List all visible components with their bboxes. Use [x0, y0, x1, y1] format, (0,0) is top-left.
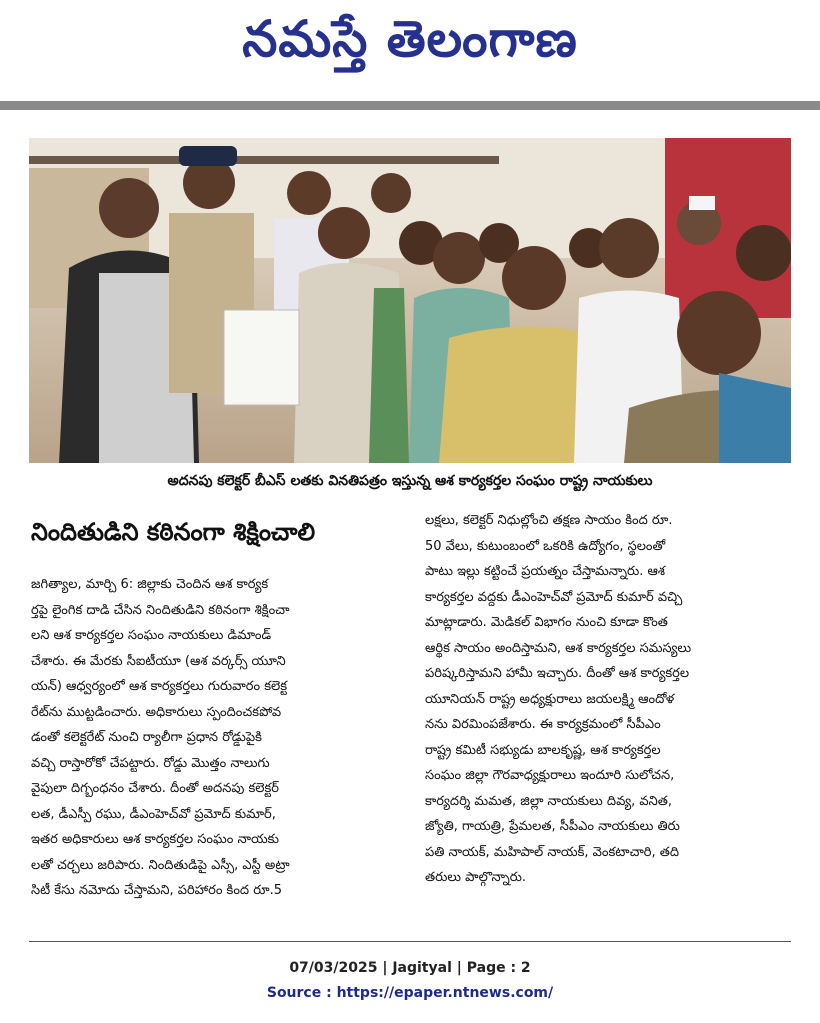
article-line: లత, డీఎస్పీ రఘు, డీఎంహెచ్‌వో ప్రమోద్ కుమార్, — [31, 806, 276, 822]
article-line: పరిష్కరిస్తామని హామీ ఇచ్చారు. దీంతో ఆశ కార్యకర్తల — [425, 666, 690, 681]
article-line: ఇతర అధికారులు ఆశ కార్యకర్తల సంఘం నాయకు — [31, 832, 279, 847]
article-line: సంఘం జిల్లా గౌరవాధ్యక్షురాలు ఇందూరి సులోచన, — [425, 768, 675, 783]
article-line: యూనియన్ రాష్ట్ర అధ్యక్షురాలు జయలక్ష్మి ఆందోళ — [425, 691, 675, 707]
article-line: యన్) ఆధ్వర్యంలో ఆశ కార్యకర్తలు గురువారం కలెక్ట — [31, 679, 288, 694]
article-line: జగిత్యాల, మార్చి 6: జిల్లాకు చెందిన ఆశ కార్యక — [31, 577, 269, 592]
article-line: ఆర్థిక సాయం అందిస్తామని, ఆశ కార్యకర్తల సమస్యలు — [425, 640, 692, 656]
article-line: కార్యకర్తల వద్దకు డీఎంహెచ్‌వో ప్రమోద్ కుమార్ వచ్చి — [425, 589, 683, 605]
article-line: వచ్చి రాస్తారోకో చేపట్టారు. రోడ్డు మొత్తం నాలుగు — [31, 755, 270, 771]
source-link[interactable]: Source : https://epaper.ntnews.com/ — [266, 985, 554, 1001]
article-column-left — [31, 572, 401, 904]
article-line: తరులు పాల్గొన్నారు. — [425, 870, 527, 885]
article-line: కార్యదర్శి మమత, జిల్లా నాయకులు దివ్య, వనిత, — [425, 793, 673, 809]
article-line: జ్యోతి, గాయత్రి, ప్రేమలత, సీపీఎం నాయకులు తిరు — [425, 819, 680, 834]
article-line: సిటీ కేసు నమోదు చేస్తామని, పరిహారం కింద రూ.5 — [31, 883, 283, 898]
article-line: చేశారు. ఈ మేరకు సీఐటీయూ (ఆశ వర్కర్స్ యూని — [31, 653, 286, 669]
article-line: ర్తపై లైంగిక దాడి చేసిన నిందితుడిని కఠినంగా శిక్షించా — [31, 602, 290, 618]
newspaper-logo: నమస్తే తెలంగాణ — [242, 9, 578, 68]
footer-divider — [29, 941, 791, 942]
article-line: మాట్లాడారు. మెడికల్ విభాగం నుంచి కూడా కొంత — [425, 615, 668, 630]
article-line: రాష్ట్ర కమిటీ సభ్యుడు బాలకృష్ణ, ఆశ కార్యకర్తల — [425, 742, 661, 758]
article-line: లని ఆశ కార్యకర్తల సంఘం నాయకులు డిమాండ్ — [31, 628, 272, 643]
article-line: డంతో కలెక్టరేట్ నుంచి ర్యాలీగా ప్రధాన రోడ్డుపైకి — [31, 730, 262, 745]
article-line: లతో చర్చలు జరిపారు. నిందితుడిపై ఎస్సీ, ఎస్టీ అట్రా — [31, 857, 290, 873]
article-line: పతి నాయక్, మహిపాల్ నాయక్, వెంకటాచారి, తది — [425, 844, 680, 860]
article-line: నను విరమింపజేశారు. ఈ కార్యక్రమంలో సీపీఎం — [425, 717, 661, 732]
article-headline: నిందితుడిని కఠినంగా శిక్షించాలి — [31, 518, 316, 546]
article-line: వైపులా దిగ్బంధనం చేశారు. దీంతో అదనపు కలెక్టర్ — [31, 781, 279, 796]
article-column-right — [425, 508, 791, 891]
photo-caption: అదనపు కలెక్టర్ బీఎస్ లతకు వినతిపత్రం ఇస్తున్న ఆశ కార్యకర్తల సంఘం రాష్ట్ర నాయకులు — [167, 473, 653, 489]
news-photo — [29, 138, 791, 463]
article-line: 50 వేలు, కుటుంబంలో ఒకరికి ఉద్యోగం, స్థలంతో — [425, 538, 666, 554]
article-line: రేట్‌ను ముట్టడించారు. అధికారులు స్పందించకపోవ — [31, 704, 282, 720]
masthead-divider — [0, 101, 820, 110]
article-line: పాటు ఇల్లు కట్టించే ప్రయత్నం చేస్తామన్నారు. ఆశ — [425, 564, 666, 579]
edition-info: 07/03/2025 | Jagityal | Page : 2 — [289, 960, 531, 976]
photo-illustration — [29, 138, 791, 463]
masthead — [0, 0, 820, 100]
article-line: లక్షలు, కలెక్టర్ నిధుల్లోంచి తక్షణ సాయం కింద రూ. — [425, 513, 673, 528]
